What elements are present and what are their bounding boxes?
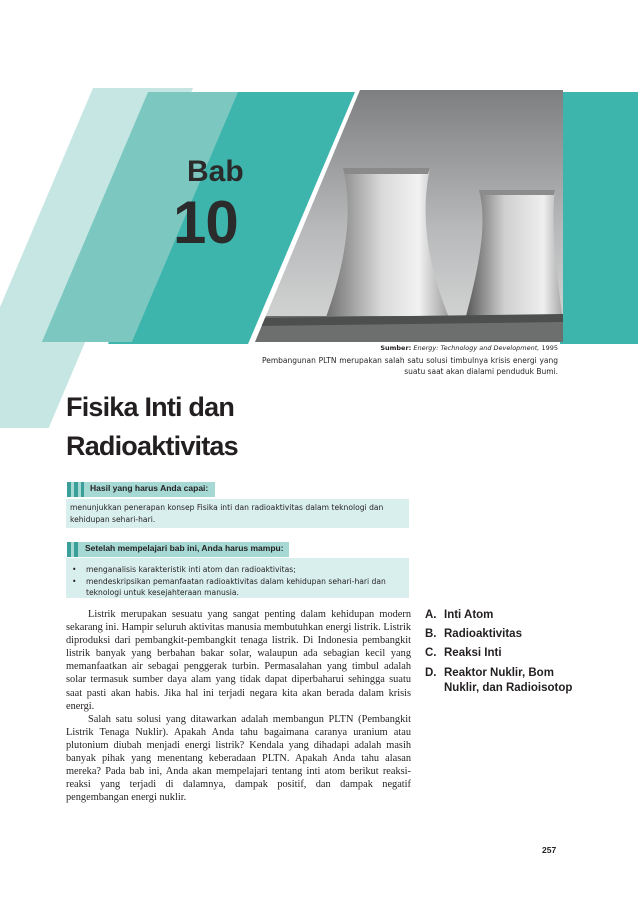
photo-source-title: Energy: Technology and Development, [413,344,540,352]
header-bar-marker [67,482,71,497]
chapter-contents [425,608,585,700]
goal-box-header [67,482,215,497]
header-bar-marker [74,482,78,497]
intro-paragraph: Listrik merupakan sesuatu yang sangat penting dalam kehidupan modern sekarang ini. Hampir seluruh aktivitas manusia membutuhkan energi listrik. Listrik diproduksi dari pembangkit-pembangkit tenaga listrik. Di Indonesia pembangkit listrik banyak yang berbahan bakar solar, walaupun ada sebagian kecil yang memanfaatkan air sebagai penggerak turbin. Permasalahan yang timbul adalah solar termasuk sumber daya alam yang tidak dapat diperbaharui sehingga suatu saat pasti akan habis. Jika hal ini terjadi negara kita akan berada dalam krisis energi. [66,609,411,712]
chapter-title-line2: Radioaktivitas [66,431,238,461]
toc-title: Inti Atom [444,609,494,621]
toc-item[interactable] [425,627,585,642]
photo-caption: Pembangunan PLTN merupakan salah satu solusi timbulnya krisis energi yang suatu saat akan dialami penduduk Bumi. [262,356,558,376]
toc-letter: C. [425,647,437,660]
header-bar-marker [81,482,84,497]
skill-text: mendeskripsikan pemanfaatan radioaktivitas dalam kehidupan sehari-hari dan teknologi untuk kesejahteraan manusia. [86,576,386,597]
bullet-marker: • [72,565,77,574]
header-bar-marker [74,542,78,557]
skill-box-title: Setelah mempelajari bab ini, Anda harus mampu: [85,543,284,553]
toc-letter: A. [425,609,437,621]
skill-box-body [66,558,409,598]
toc-title: Radioaktivitas [444,628,522,641]
skill-text: menganalisis karakteristik inti atom dan radioaktivitas; [86,565,296,574]
toc-title: Reaktor Nuklir, Bom Nuklir, dan Radioisotop [444,666,573,694]
toc-item[interactable] [425,608,585,623]
chapter-title [66,388,366,466]
photo-source [380,344,558,352]
toc-title: Reaksi Inti [444,647,502,660]
skill-box-header [67,542,289,557]
intro-paragraph: Salah satu solusi yang ditawarkan adalah membangun PLTN (Pembangkit Listrik Tenaga Nuklir). Apakah Anda tahu bagaimana caranya uranium atau plutonium diubah menjadi energi listrik? Kendala yang dihadapi adalah masih banyak pihak yang menentang keberadaan PLTN. Apakah Anda tahu alasan mereka? Pada bab ini, Anda akan mempelajari tentang inti atom berikut reaksi-reaksi yang terjadi di dalamnya, dampak positif, dan dampak negatif pengembangan energi nuklir. [66,713,411,804]
toc-letter: B. [425,628,437,641]
skill-list [72,564,409,599]
toc-item[interactable] [425,646,585,661]
toc-letter: D. [425,666,437,679]
goal-box-body: menunjukkan penerapan konsep Fisika inti dan radioaktivitas dalam teknologi dan kehidupan sehari-hari. [66,499,409,528]
skill-list-item [72,576,409,599]
decor-band-teal-right [560,92,638,344]
goal-box-title: Hasil yang harus Anda capai: [90,483,209,493]
header-bar-marker [67,542,71,557]
photo-source-prefix: Sumber: [380,344,412,352]
chapter-label: Bab [187,155,244,188]
photo-source-year: 1995 [541,344,558,352]
skill-list-item [72,564,409,576]
chapter-title-line1: Fisika Inti dan [66,392,235,422]
toc-item[interactable] [425,666,585,696]
bullet-marker: • [72,576,77,586]
intro-text [66,608,411,804]
page-number: 257 [542,845,557,855]
chapter-number: 10 [173,189,238,256]
